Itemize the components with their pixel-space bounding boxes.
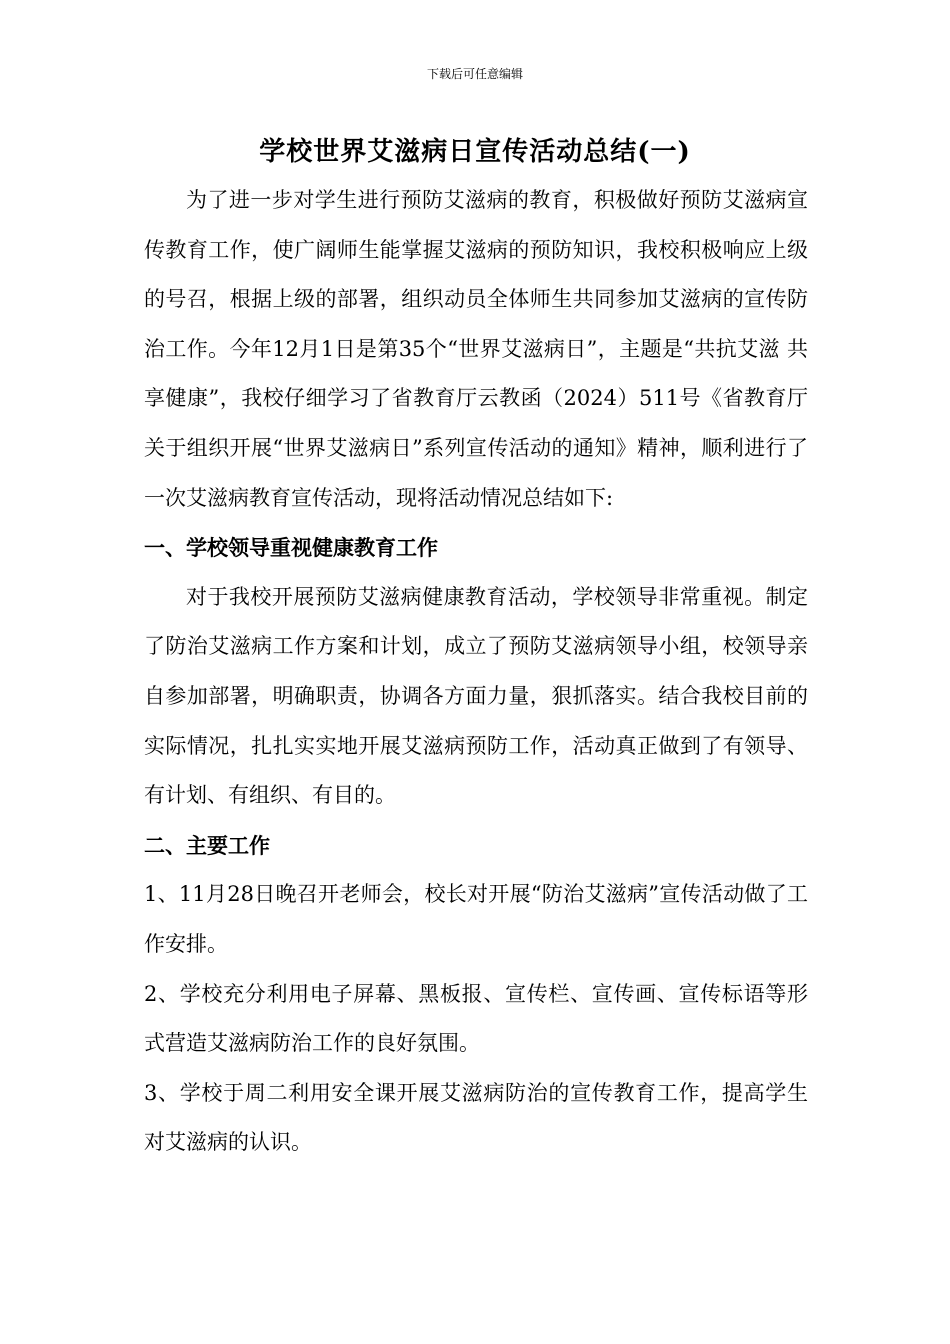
document-body bbox=[144, 176, 808, 1168]
intro-paragraph: 为了进一步对学生进行预防艾滋病的教育，积极做好预防艾滋病宣传教育工作，使广阔师生能掌握艾滋病的预防知识，我校积极响应上级的号召，根据上级的部署，组织动员全体师生共同参加艾滋病的宣传防治工作。今年12月1日是第35个“世界艾滋病日”，主题是“共抗艾滋 共享健康”，我校仔细学习了省教育厅云教函（2024）511号《省教育厅关于组织开展“世界艾滋病日”系列宣传活动的通知》精神，顺利进行了一次艾滋病教育宣传活动，现将活动情况总结如下: bbox=[144, 188, 808, 510]
document-title: 学校世界艾滋病日宣传活动总结(一) bbox=[259, 137, 691, 167]
work-item-2: 2、学校充分利用电子屏幕、黑板报、宣传栏、宣传画、宣传标语等形式营造艾滋病防治工作的良好氛围。 bbox=[144, 981, 808, 1056]
section-2-heading: 二、主要工作 bbox=[144, 832, 270, 858]
work-item-3: 3、学校于周二利用安全课开展艾滋病防治的宣传教育工作，提高学生对艾滋病的认识。 bbox=[144, 1080, 808, 1155]
section-1-heading: 一、学校领导重视健康教育工作 bbox=[144, 535, 438, 561]
download-note: 下载后可任意编辑 bbox=[426, 67, 523, 81]
section-1-paragraph: 对于我校开展预防艾滋病健康教育活动，学校领导非常重视。制定了防治艾滋病工作方案和计划，成立了预防艾滋病领导小组，校领导亲自参加部署，明确职责，协调各方面力量，狠抓落实。结合我校目前的实际情况，扎扎实实地开展艾滋病预防工作，活动真正做到了有领导、有计划、有组织、有目的。 bbox=[144, 584, 808, 808]
work-item-1: 1、11月28日晚召开老师会，校长对开展“防治艾滋病”宣传活动做了工作安排。 bbox=[144, 882, 808, 956]
